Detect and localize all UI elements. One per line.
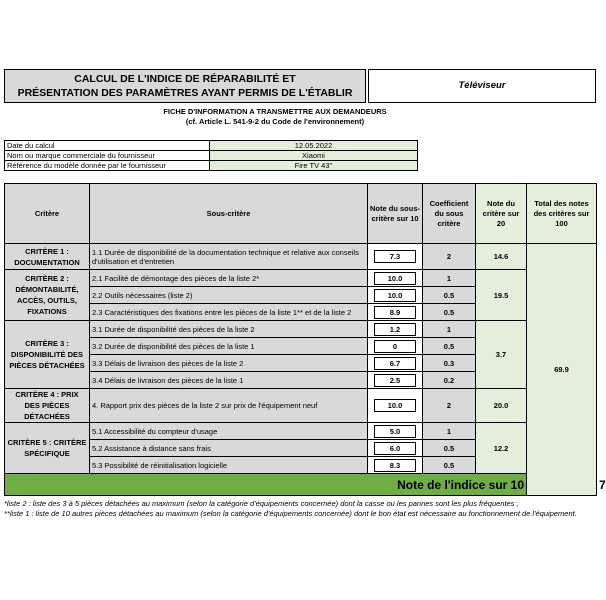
sub-criterion-note — [368, 457, 423, 474]
criterion-name: CRITÈRE 1 : DOCUMENTATION — [5, 244, 90, 270]
sub-criterion-coef: 1 — [423, 321, 476, 338]
sub-criterion-note — [368, 372, 423, 389]
note-value: 10.0 — [374, 399, 416, 412]
table-row — [5, 321, 597, 338]
total-score: 69.9 — [527, 244, 597, 496]
col-note20: Note du critère sur 20 — [476, 184, 527, 244]
final-score-row: Note de l'indice sur 10 7 — [5, 474, 597, 496]
sub-criterion-note — [368, 321, 423, 338]
col-note10: Note du sous-critère sur 10 — [368, 184, 423, 244]
info-row — [5, 151, 418, 161]
table-row — [5, 389, 597, 423]
criterion-name: CRITÈRE 3 : DISPONIBILITÉ DES PIÈCES DÉTACHÉES — [5, 321, 90, 389]
info-row — [5, 161, 418, 171]
criterion-name: CRITÈRE 2 : DÉMONTABILITÉ, ACCÈS, OUTILS, FIXATIONS — [5, 270, 90, 321]
table-row — [5, 423, 597, 440]
sub-criterion-label: 3.2 Durée de disponibilité des pièces de la liste 1 — [90, 338, 368, 355]
sub-criterion-coef: 2 — [423, 244, 476, 270]
criterion-name: CRITÈRE 4 : PRIX DES PIÈCES DÉTACHÉES — [5, 389, 90, 423]
sub-criterion-note — [368, 355, 423, 372]
info-label: Date du calcul — [5, 141, 210, 151]
col-coef: Coefficient du sous critère — [423, 184, 476, 244]
col-critere: Critère — [5, 184, 90, 244]
sub-criterion-coef: 0.5 — [423, 338, 476, 355]
sub-criterion-label: 5.2 Assistance à distance sans frais — [90, 440, 368, 457]
subtitle-line-1: FICHE D'INFORMATION A TRANSMETTRE AUX DEMANDEURS — [163, 107, 387, 116]
criterion-score: 19.5 — [476, 270, 527, 321]
sub-criterion-label: 3.3 Délais de livraison des pièces de la liste 2 — [90, 355, 368, 372]
note-value: 2.5 — [374, 374, 416, 387]
sub-criterion-note — [368, 287, 423, 304]
footnote-list-2: *liste 2 : liste des 3 à 5 pièces détachées au maximum (selon la catégorie d'équipements concernée) dont la casse ou les pannes sont les plus fréquentes ; — [4, 499, 519, 508]
sub-criterion-label: 2.2 Outils nécessaires (liste 2) — [90, 287, 368, 304]
note-value: 6.7 — [374, 357, 416, 370]
sub-criterion-label: 3.4 Délais de livraison des pièces de la liste 1 — [90, 372, 368, 389]
subtitle — [60, 107, 490, 127]
note-value: 10.0 — [374, 272, 416, 285]
sub-criterion-label: 2.1 Facilité de démontage des pièces de la liste 2* — [90, 270, 368, 287]
sub-criterion-note — [368, 244, 423, 270]
note-value: 0 — [374, 340, 416, 353]
sub-criterion-note — [368, 304, 423, 321]
col-total: Total des notes des critères sur 100 — [527, 184, 597, 244]
subtitle-line-2: (cf. Article L. 541-9-2 du Code de l'environnement) — [185, 117, 365, 126]
title-line-2: PRÉSENTATION DES PARAMÈTRES AYANT PERMIS DE L'ÉTABLIR — [17, 87, 353, 99]
sub-criterion-label: 4. Rapport prix des pièces de la liste 2 sur prix de l'équipement neuf — [90, 389, 368, 423]
criterion-score: 3.7 — [476, 321, 527, 389]
criterion-score: 20.0 — [476, 389, 527, 423]
info-value: Xiaomi — [210, 151, 418, 161]
sub-criterion-coef: 1 — [423, 423, 476, 440]
info-value: 12.05.2022 — [210, 141, 418, 151]
note-value: 6.0 — [374, 442, 416, 455]
header-row — [5, 184, 597, 244]
score-table — [4, 183, 606, 496]
sub-criterion-coef: 0.5 — [423, 287, 476, 304]
criterion-name: CRITÈRE 5 : CRITÈRE SPÉCIFIQUE — [5, 423, 90, 474]
table-row — [5, 270, 597, 287]
sub-criterion-coef: 0.5 — [423, 457, 476, 474]
sub-criterion-coef: 0.3 — [423, 355, 476, 372]
info-label: Nom ou marque commerciale du fournisseur — [5, 151, 210, 161]
sub-criterion-coef: 2 — [423, 389, 476, 423]
sub-criterion-note — [368, 338, 423, 355]
sub-criterion-coef: 0.2 — [423, 372, 476, 389]
col-sous-critere: Sous-critère — [90, 184, 368, 244]
sub-criterion-label: 3.1 Durée de disponibilité des pièces de la liste 2 — [90, 321, 368, 338]
note-value: 7.3 — [374, 250, 416, 263]
sub-criterion-coef: 0.5 — [423, 440, 476, 457]
sub-criterion-label: 2.3 Caractéristiques des fixations entre les pièces de la liste 1** et de la liste 2 — [90, 304, 368, 321]
info-value: Fire TV 43'' — [210, 161, 418, 171]
note-value: 8.9 — [374, 306, 416, 319]
sub-criterion-note — [368, 389, 423, 423]
sub-criterion-label: 1.1 Durée de disponibilité de la documentation technique et relative aux conseils d'utilisation et d'entretien — [90, 244, 368, 270]
sub-criterion-label: 5.1 Accessibilité du compteur d'usage — [90, 423, 368, 440]
table-row — [5, 244, 597, 270]
document-title — [4, 69, 366, 103]
note-value: 10.0 — [374, 289, 416, 302]
note-value: 1.2 — [374, 323, 416, 336]
sub-criterion-coef: 1 — [423, 270, 476, 287]
info-table — [4, 140, 418, 171]
criterion-score: 14.6 — [476, 244, 527, 270]
sub-criterion-note — [368, 270, 423, 287]
title-line-1: CALCUL DE L'INDICE DE RÉPARABILITÉ ET — [74, 73, 296, 85]
product-category: Téléviseur — [368, 69, 596, 103]
criterion-score: 12.2 — [476, 423, 527, 474]
info-row — [5, 141, 418, 151]
note-value: 8.3 — [374, 459, 416, 472]
info-label: Référence du modèle donnée par le fournisseur — [5, 161, 210, 171]
footnote-list-1: **liste 1 : liste de 10 autres pièces détachées au maximum (selon la catégorie d'équipements concernée) dont le bon état est nécessaire au fonctionnement de l'équipement. — [4, 509, 577, 518]
final-score-label: Note de l'indice sur 10 — [5, 474, 527, 496]
sub-criterion-note — [368, 423, 423, 440]
sub-criterion-coef: 0.5 — [423, 304, 476, 321]
note-value: 5.0 — [374, 425, 416, 438]
sub-criterion-label: 5.3 Possibilité de réinitialisation logicielle — [90, 457, 368, 474]
sub-criterion-note — [368, 440, 423, 457]
